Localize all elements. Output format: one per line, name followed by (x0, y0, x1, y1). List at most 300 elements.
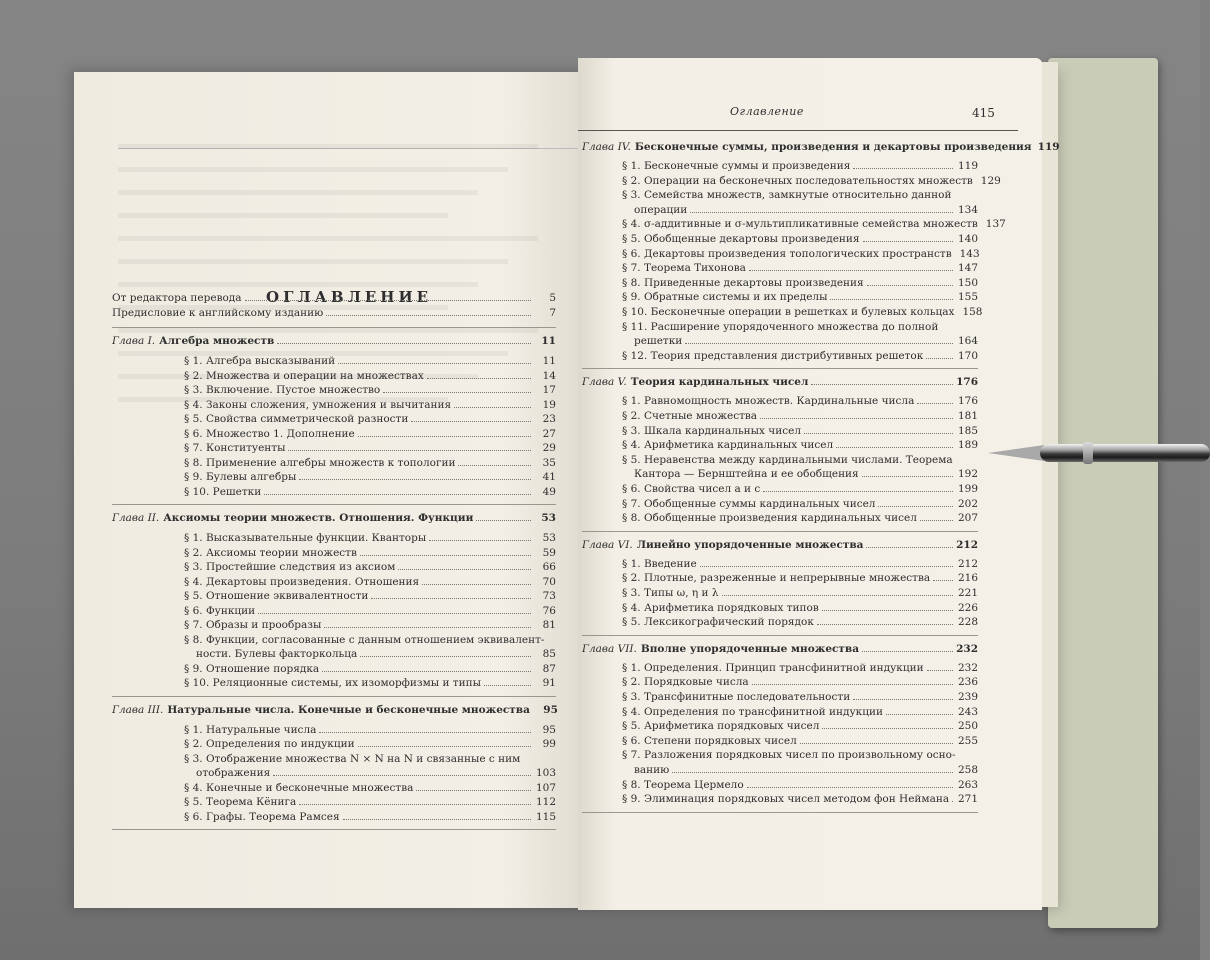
dot-leader (360, 555, 531, 556)
section-entry (184, 532, 556, 545)
dot-leader (277, 343, 531, 344)
page-ref: 14 (542, 369, 556, 382)
entry-label: § 12. Теория представления дистрибутивных решеток (622, 349, 924, 362)
page-ref: 66 (542, 561, 556, 573)
section-entry (622, 779, 978, 792)
entry-label: § 8. Функции, согласованные с данным отношением эквивалент- (184, 633, 545, 646)
pen-body (1040, 444, 1210, 462)
section-entry (196, 648, 556, 661)
entry-label: § 2. Аксиомы теории множеств (184, 546, 357, 559)
dot-leader (853, 168, 953, 169)
section-entry (184, 413, 556, 426)
entry-label: § 5. Лексикографический порядок (622, 616, 814, 629)
entry-label: § 4. Законы сложения, умножения и вычитания (184, 398, 452, 411)
entry-label: решетки (634, 335, 683, 348)
entry-label: § 8. Обобщенные произведения кардинальных чисел (622, 512, 917, 525)
entry-label: § 5. Теорема Кёнига (184, 796, 297, 808)
entry-label: § 2. Счетные множества (622, 410, 758, 422)
section-entry (622, 793, 978, 806)
section-entry (184, 442, 556, 455)
entry-label: § 6. Графы. Теорема Рамсея (184, 810, 340, 823)
page-ref: 221 (957, 587, 978, 599)
section-entry (184, 576, 556, 589)
dot-leader (760, 418, 953, 419)
chapter-title: Вполне упорядоченные множества (640, 642, 860, 655)
entry-label: § 6. Степени порядковых чисел (622, 734, 797, 747)
page-ref: 95 (542, 723, 556, 736)
page-ref: 212 (956, 538, 978, 551)
section-entry (184, 399, 556, 412)
entry-label: § 11. Расширение упорядоченного множества до полной (622, 320, 939, 333)
section-entry (622, 720, 978, 733)
dot-leader (926, 358, 953, 359)
entry-label: § 4. Определения по трансфинитной индукции (622, 705, 883, 718)
entry-label: § 9. Отношение порядка (184, 662, 320, 675)
dot-leader (920, 520, 953, 521)
dot-leader (804, 433, 953, 434)
section-entry (622, 676, 978, 689)
section-entry (622, 512, 978, 525)
page-ref: 189 (957, 439, 978, 452)
entry-label: § 2. Множества и операции на множествах (184, 369, 424, 382)
entry-label: отображения (196, 767, 271, 779)
page-ref: 228 (957, 616, 978, 629)
section-entry (184, 471, 556, 484)
bleed-through-line (118, 199, 448, 218)
entry-label: § 10. Решетки (184, 485, 262, 498)
dot-leader (416, 790, 531, 791)
page-ref: 176 (957, 395, 978, 408)
chapter-title: Натуральные числа. Конечные и бесконечные множества (167, 703, 530, 716)
chapter-title: Линейно упорядоченные множества (636, 538, 864, 551)
entry-label: § 3. Простейшие следствия из аксиом (184, 561, 396, 573)
running-head: Оглавление (730, 105, 804, 118)
bleed-through-line (118, 245, 508, 264)
pen-tip (988, 445, 1044, 461)
chapter-title: Алгебра множеств (159, 335, 275, 347)
page-ref: 176 (956, 376, 978, 389)
section-entry (622, 454, 978, 467)
dot-leader (690, 212, 953, 213)
right-page (578, 58, 1060, 910)
page-ref: 202 (957, 497, 978, 510)
dot-leader (830, 299, 953, 300)
page-ref: 239 (957, 691, 978, 703)
page-ref: 11 (542, 355, 556, 367)
section-entry (634, 764, 978, 777)
entry-label: От редактора перевода (112, 292, 242, 304)
entry-label: § 2. Плотные, разреженные и непрерывные множества (622, 572, 931, 585)
entry-label: Кантора — Бернштейна и ее обобщения (634, 468, 859, 481)
pen-object (988, 433, 1203, 473)
section-entry (622, 350, 978, 363)
dot-leader (326, 315, 531, 316)
section-entry (622, 321, 978, 334)
page-ref: 70 (542, 575, 556, 588)
page-ref: 137 (985, 218, 1006, 231)
section-entry (184, 370, 556, 383)
dot-leader (700, 566, 953, 567)
dot-leader (863, 241, 953, 242)
chapter-number: Глава I. (112, 335, 156, 347)
bleed-through-line (118, 153, 508, 172)
page-ref: 236 (957, 676, 978, 689)
entry-label: § 4. Конечные и бесконечные множества (184, 781, 414, 794)
dot-leader (822, 610, 953, 611)
page-ref: 103 (535, 767, 556, 779)
chapter-heading (112, 704, 556, 717)
section-entry (184, 738, 556, 751)
page-ref: 255 (957, 734, 978, 747)
page-block-edge (1037, 62, 1060, 907)
section-entry (184, 605, 556, 618)
entry-label: § 6. Множество 1. Дополнение (184, 427, 355, 440)
section-entry (622, 248, 978, 261)
page-ref: 140 (957, 233, 978, 245)
entry-label: § 6. Декартовы произведения топологических пространств (622, 247, 952, 260)
page-number: 415 (972, 106, 995, 120)
page-ref: 181 (957, 410, 978, 422)
page-ref: 27 (542, 427, 556, 440)
page-ref: 59 (542, 546, 556, 559)
entry-label: § 2. Порядковые числа (622, 676, 749, 689)
dot-leader (817, 624, 953, 625)
entry-label: § 10. Бесконечные операции в решетках и булевых кольцах (622, 306, 955, 318)
section-entry (622, 174, 1001, 188)
section-entry (622, 572, 978, 585)
dot-leader (749, 270, 953, 271)
book-cover (1048, 58, 1158, 928)
page-ref: 76 (542, 604, 556, 617)
section-entry (184, 384, 556, 397)
page-ref: 192 (957, 468, 978, 481)
chapter-separator (582, 635, 978, 636)
section-entry (622, 587, 978, 600)
entry-label: § 9. Булевы алгебры (184, 471, 297, 483)
chapter-number: Глава III. (112, 703, 164, 716)
page-ref: 226 (957, 601, 978, 614)
toc-title: ОГЛАВЛЕНИЕ (266, 288, 433, 306)
chapter-heading (582, 643, 978, 656)
page-ref: 17 (542, 384, 556, 396)
dot-leader (383, 392, 531, 393)
section-entry (622, 706, 978, 719)
page-ref: 250 (957, 720, 978, 733)
entry-label: ванию (634, 764, 670, 776)
section-entry (622, 425, 978, 438)
dot-leader (927, 670, 953, 671)
bleed-through-line (118, 222, 538, 241)
entry-label: § 6. Функции (184, 604, 256, 617)
section-entry (622, 483, 978, 496)
chapter-separator (582, 531, 978, 532)
dot-leader (264, 494, 531, 495)
page-ref: 53 (542, 532, 556, 544)
dot-leader (360, 656, 531, 657)
entry-label: § 1. Определения. Принцип трансфинитной индукции (622, 661, 924, 674)
dot-leader (245, 300, 531, 301)
entry-label: § 1. Высказывательные функции. Кванторы (184, 532, 427, 544)
entry-label: § 7. Разложения порядковых чисел по произвольному осно- (622, 749, 956, 762)
page-ref: 87 (542, 662, 556, 675)
page-ref: 263 (957, 778, 978, 791)
entry-label: § 3. Отображение множества N × N на N и связанные с ним (184, 752, 521, 765)
page-ref: 99 (542, 738, 556, 750)
dot-leader (763, 491, 953, 492)
entry-label: § 4. σ-аддитивные и σ-мультипликативные семейства множеств (622, 218, 978, 231)
dot-leader (933, 580, 953, 581)
entry-label: § 5. Неравенства между кардинальными числами. Теорема (622, 453, 953, 466)
section-entry (184, 428, 556, 441)
chapter-separator (112, 829, 556, 830)
entry-label: операции (634, 203, 688, 216)
page-ref: 147 (957, 262, 978, 275)
front-matter-entry (112, 292, 556, 305)
dot-leader (288, 450, 531, 451)
dot-leader (358, 436, 531, 437)
dot-leader (866, 547, 953, 548)
page-ref: 232 (957, 661, 978, 674)
section-entry (184, 724, 556, 737)
section-entry (184, 457, 556, 470)
dot-leader (853, 699, 953, 700)
section-entry (622, 291, 978, 304)
entry-label: § 4. Арифметика кардинальных чисел (622, 439, 834, 452)
page-ref: 7 (549, 306, 556, 319)
dot-leader (338, 363, 531, 364)
page-ref: 158 (962, 306, 983, 318)
section-entry (622, 558, 978, 571)
pen-band (1083, 442, 1093, 464)
page-ref: 73 (542, 590, 556, 602)
section-entry (622, 410, 978, 423)
section-entry (622, 277, 978, 290)
section-entry (184, 663, 556, 676)
entry-label: Предисловие к английскому изданию (112, 306, 324, 319)
entry-label: § 8. Применение алгебры множеств к топологии (184, 456, 456, 469)
entry-label: § 5. Арифметика порядковых чисел (622, 720, 820, 733)
entry-label: § 10. Реляционные системы, их изоморфизмы и типы (184, 677, 481, 689)
entry-label: § 1. Введение (622, 557, 697, 570)
section-entry (622, 498, 978, 511)
entry-label: § 2. Операции на бесконечных последовательностях множеств (622, 174, 973, 187)
page-ref: 129 (980, 174, 1001, 187)
dot-leader (258, 613, 531, 614)
dot-leader (319, 732, 531, 733)
dot-leader (952, 801, 953, 802)
chapter-title: Теория кардинальных чисел (630, 376, 809, 389)
dot-leader (427, 378, 531, 379)
chapter-title: Аксиомы теории множеств. Отношения. Функции (163, 512, 474, 524)
dot-leader (458, 465, 531, 466)
section-entry (634, 335, 978, 348)
dot-leader (324, 627, 531, 628)
page-ref: 164 (957, 335, 978, 348)
dot-leader (822, 728, 953, 729)
entry-label: § 6. Свойства чисел а и с (622, 483, 761, 495)
page-ref: 53 (541, 512, 556, 524)
page-ref: 119 (957, 160, 978, 172)
section-entry (622, 662, 978, 675)
section-entry (622, 691, 978, 704)
page-ref: 49 (542, 485, 556, 498)
section-entry (622, 262, 978, 275)
dot-leader (476, 520, 531, 521)
page-ref: 5 (549, 292, 556, 304)
section-entry (184, 547, 556, 560)
section-entry (622, 616, 978, 629)
section-entry (184, 796, 556, 809)
chapter-number: Глава IV. (582, 141, 631, 153)
entry-label: § 3. Включение. Пустое множество (184, 384, 381, 396)
dot-leader (811, 384, 953, 385)
dot-leader (752, 684, 953, 685)
page-ref: 81 (542, 619, 556, 631)
section-entry (184, 355, 556, 368)
chapter-title: Бесконечные суммы, произведения и декартовы произведения (634, 141, 1032, 153)
page-ref: 115 (535, 810, 556, 823)
page-ref: 11 (541, 335, 556, 347)
dot-leader (484, 685, 531, 686)
page-ref: 199 (957, 483, 978, 495)
page-ref: 134 (957, 203, 978, 216)
section-entry (622, 189, 978, 202)
entry-label: § 7. Образы и прообразы (184, 619, 322, 631)
entry-label: § 7. Конституенты (184, 442, 286, 454)
page-ref: 19 (542, 398, 556, 411)
section-entry (634, 204, 978, 217)
page-ref: 216 (957, 572, 978, 585)
dot-leader (299, 479, 531, 480)
chapter-separator (582, 812, 978, 813)
dot-leader (836, 447, 953, 448)
dot-leader (299, 804, 531, 805)
bleed-through-line (118, 268, 478, 287)
dot-leader (273, 775, 531, 776)
dot-leader (862, 651, 953, 652)
page-ref: 23 (542, 413, 556, 425)
entry-label: § 3. Шкала кардинальных чисел (622, 424, 801, 437)
page-ref: 119 (1037, 141, 1060, 153)
page-ref: 143 (959, 247, 980, 260)
section-entry (622, 160, 978, 173)
entry-label: § 5. Отношение эквивалентности (184, 590, 369, 602)
header-rule (578, 130, 1018, 131)
entry-label: § 8. Приведенные декартовы произведения (622, 276, 864, 289)
page-ref: 185 (957, 424, 978, 437)
section-entry (622, 218, 1006, 231)
section-entry (184, 634, 556, 647)
entry-label: § 4. Декартовы произведения. Отношения (184, 575, 420, 588)
section-entry (622, 233, 978, 246)
dot-leader (800, 743, 953, 744)
section-entry (184, 561, 556, 574)
entry-label: ности. Булевы факторкольца (196, 648, 358, 660)
chapter-number: Глава VII. (582, 642, 637, 655)
bleed-through-line (118, 130, 538, 149)
page-ref: 107 (535, 781, 556, 794)
entry-label: § 5. Свойства симметрической разности (184, 413, 409, 425)
page-ref: 170 (957, 349, 978, 362)
chapter-heading (112, 335, 556, 348)
entry-label: § 1. Равномощность множеств. Кардинальные числа (622, 395, 915, 408)
dot-leader (862, 476, 953, 477)
chapter-heading (112, 512, 556, 525)
entry-label: § 1. Натуральные числа (184, 723, 317, 736)
section-entry (622, 735, 978, 748)
entry-label: § 7. Обобщенные суммы кардинальных чисел (622, 497, 876, 510)
page-ref: 41 (542, 471, 556, 483)
chapter-heading (582, 141, 1060, 154)
dot-leader (371, 598, 531, 599)
section-entry (184, 782, 556, 795)
chapter-number: Глава VI. (582, 538, 633, 551)
bleed-through-text (118, 130, 588, 360)
dot-leader (411, 421, 531, 422)
dot-leader (722, 595, 954, 596)
section-entry (622, 439, 978, 452)
section-entry (196, 767, 556, 780)
page-ref: 232 (956, 642, 978, 655)
section-entry (184, 811, 556, 824)
entry-label: § 3. Семейства множеств, замкнутые относительно данной (622, 189, 952, 202)
page-ref: 243 (957, 705, 978, 718)
dot-leader (422, 584, 531, 585)
dot-leader (685, 343, 953, 344)
dot-leader (322, 671, 531, 672)
page-ref: 212 (957, 557, 978, 570)
front-matter-entry (112, 307, 556, 320)
dot-leader (429, 540, 531, 541)
dot-leader (398, 569, 531, 570)
entry-label: § 3. Типы ω, η и λ (622, 587, 719, 599)
dot-leader (878, 506, 953, 507)
entry-label: § 1. Алгебра высказываний (184, 355, 336, 367)
page-ref: 207 (957, 512, 978, 525)
entry-label: § 4. Арифметика порядковых типов (622, 601, 819, 614)
page-ref: 258 (957, 764, 978, 776)
page-ref: 85 (542, 648, 556, 660)
section-entry (184, 486, 556, 499)
chapter-number: Глава V. (582, 376, 627, 389)
section-entry (184, 677, 556, 690)
page-ref: 112 (535, 796, 556, 808)
entry-label: § 3. Трансфинитные последовательности (622, 691, 851, 703)
section-entry (184, 590, 556, 603)
entry-label: § 8. Теорема Цермело (622, 778, 744, 791)
dot-leader (747, 787, 953, 788)
section-entry (622, 306, 983, 319)
section-entry (634, 468, 978, 481)
section-entry (622, 602, 978, 615)
chapter-heading (582, 539, 978, 552)
chapter-separator (112, 696, 556, 697)
entry-label: § 9. Обратные системы и их пределы (622, 291, 828, 304)
page-ref: 271 (957, 793, 978, 806)
chapter-separator (112, 504, 556, 505)
entry-label: § 5. Обобщенные декартовы произведения (622, 233, 860, 245)
chapter-heading (582, 376, 978, 389)
page-ref: 35 (542, 456, 556, 469)
section-entry (622, 395, 978, 408)
page-ref: 91 (542, 677, 556, 689)
section-entry (184, 753, 556, 766)
page-ref: 29 (542, 442, 556, 454)
entry-label: § 2. Определения по индукции (184, 738, 355, 750)
page-ref: 95 (543, 703, 558, 716)
dot-leader (358, 746, 531, 747)
dot-leader (672, 772, 953, 773)
